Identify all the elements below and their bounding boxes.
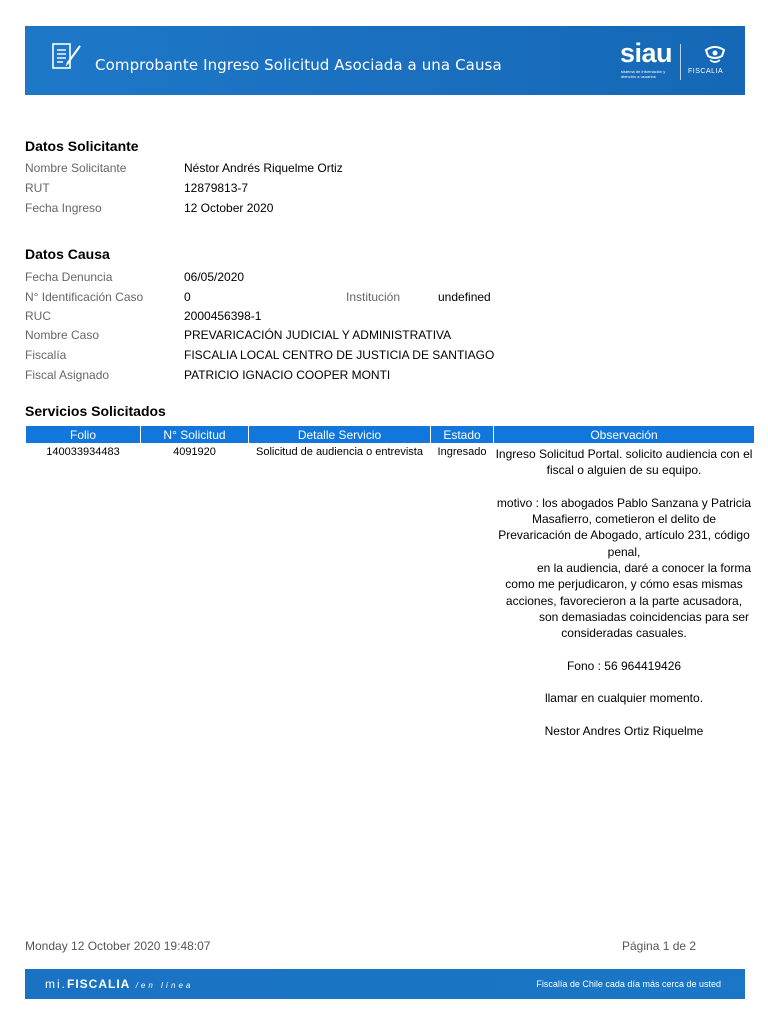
value-fecha-ingreso: 12 October 2020 — [184, 201, 274, 215]
label-id-caso: N° Identificación Caso — [25, 290, 144, 304]
fiscalia-emblem-icon — [704, 46, 726, 69]
section-title-causa: Datos Causa — [25, 246, 110, 262]
value-fiscalia: FISCALIA LOCAL CENTRO DE JUSTICIA DE SANTIAGO — [184, 348, 495, 362]
column-header-folio: Folio — [26, 426, 140, 443]
label-rut: RUT — [25, 181, 50, 195]
label-fiscalia: Fiscalía — [25, 348, 67, 362]
value-ruc: 2000456398-1 — [184, 309, 262, 323]
header-banner — [25, 26, 745, 95]
siau-tagline: sistema de información y atención a usuarios — [621, 69, 666, 79]
document-edit-icon — [51, 40, 83, 79]
column-header-detalle: Detalle Servicio — [249, 426, 430, 443]
logo-divider — [680, 44, 681, 80]
label-fecha-denuncia: Fecha Denuncia — [25, 270, 113, 284]
fiscalia-logo-text: FISCALIA — [688, 68, 724, 75]
cell-observacion: Ingreso Solicitud Portal. solicito audiencia con el fiscal o alguien de su equipo. motivo : los abogados Pablo Sanzana y Patricia Masafierro, cometieron el delito de Prevaricación de Abogado, artículo 231, código penal, en la audiencia, daré a conocer la forma como me perjudicaron, y cómo esas mismas acciones, favorecieron a la parte acusadora, son demasiadas coincidencias para ser consideradas casuales. Fono : 56 964419426 llamar en cualquier momento. Nestor Andres Ortiz Riquelme — [495, 447, 753, 739]
label-ruc: RUC — [25, 309, 51, 323]
cell-solicitud: 4091920 — [173, 446, 216, 458]
cell-estado: Ingresado — [437, 446, 487, 458]
column-header-solicitud: N° Solicitud — [141, 426, 248, 443]
column-header-observacion: Observación — [494, 426, 754, 443]
value-nombre-solicitante: Néstor Andrés Riquelme Ortiz — [184, 161, 343, 175]
label-nombre-solicitante: Nombre Solicitante — [25, 161, 127, 175]
table-header-row — [26, 426, 754, 443]
siau-wordmark: siau — [620, 38, 673, 68]
cell-detalle: Solicitud de audiencia o entrevista — [256, 446, 423, 458]
footer-banner — [25, 969, 745, 999]
logo-suffix: /en línea — [135, 981, 194, 990]
value-fiscal-asignado: PATRICIO IGNACIO COOPER MONTI — [184, 368, 391, 382]
table-row — [26, 443, 754, 740]
logo-prefix: mi. — [45, 977, 67, 991]
value-id-caso: 0 — [184, 290, 191, 304]
column-header-estado: Estado — [431, 426, 493, 443]
value-institucion: undefined — [438, 290, 491, 304]
label-fiscal-asignado: Fiscal Asignado — [25, 368, 110, 382]
value-nombre-caso: PREVARICACIÓN JUDICIAL Y ADMINISTRATIVA — [184, 328, 452, 342]
servicios-table — [25, 426, 755, 740]
value-rut: 12879813-7 — [184, 181, 249, 195]
label-fecha-ingreso: Fecha Ingreso — [25, 201, 102, 215]
footer-timestamp: Monday 12 October 2020 19:48:07 — [25, 939, 211, 953]
value-fecha-denuncia: 06/05/2020 — [184, 270, 245, 284]
section-title-servicios: Servicios Solicitados — [25, 403, 166, 419]
section-title-solicitante: Datos Solicitante — [25, 138, 139, 154]
page-title: Comprobante Ingreso Solicitud Asociada a una Causa — [95, 56, 502, 74]
label-nombre-caso: Nombre Caso — [25, 328, 100, 342]
footer-slogan: Fiscalía de Chile cada día más cerca de usted — [536, 979, 721, 989]
cell-folio: 140033934483 — [46, 446, 120, 458]
mi-fiscalia-logo — [45, 977, 193, 991]
logo-name: FISCALIA — [67, 977, 131, 991]
label-institucion: Institución — [346, 290, 401, 304]
page-number: Página 1 de 2 — [622, 939, 697, 953]
